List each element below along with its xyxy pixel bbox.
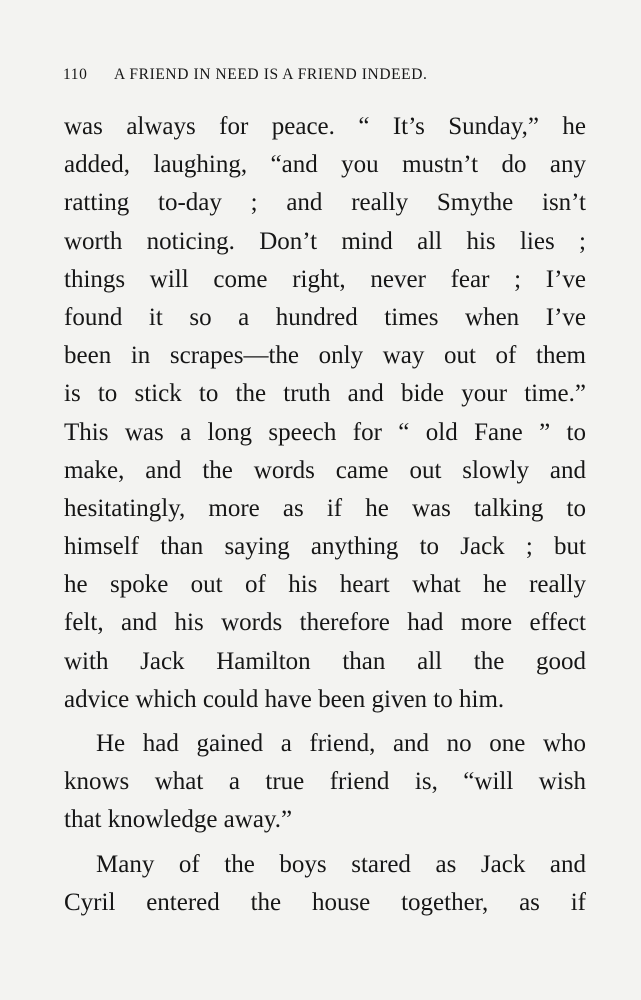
text-line: hesitatingly, more as if he was talking to (64, 494, 586, 522)
text-line: This was a long speech for “ old Fane ” to (64, 418, 586, 446)
text-line: Cyril entered the house together, as if (64, 888, 586, 916)
text-line: that knowledge away.” (64, 806, 293, 834)
text-line: make, and the words came out slowly and (64, 456, 586, 484)
text-line: found it so a hundred times when I’ve (64, 303, 586, 331)
running-title: A FRIEND IN NEED IS A FRIEND INDEED. (114, 66, 428, 83)
text-line: been in scrapes—the only way out of them (64, 342, 586, 370)
text-line: himself than saying anything to Jack ; but (64, 533, 586, 561)
running-header (63, 66, 587, 88)
text-line: he spoke out of his heart what he really (64, 571, 586, 599)
body-text (64, 108, 586, 922)
page-number: 110 (63, 66, 88, 83)
text-line: felt, and his words therefore had more effect (64, 609, 586, 637)
text-line: knows what a true friend is, “will wish (64, 768, 586, 796)
text-line: worth noticing. Don’t mind all his lies ; (64, 227, 586, 255)
text-line: added, laughing, “and you mustn’t do any (64, 151, 586, 179)
text-line: He had gained a friend, and no one who (96, 730, 586, 757)
text-line: is to stick to the truth and bide your time.” (64, 380, 586, 408)
text-line: ratting to-day ; and really Smythe isn’t (64, 189, 586, 217)
text-line: with Jack Hamilton than all the good (64, 647, 586, 675)
text-line: things will come right, never fear ; I’ve (64, 265, 586, 293)
text-line: advice which could have been given to him. (64, 685, 505, 713)
text-line: Many of the boys stared as Jack and (96, 850, 586, 878)
text-line: was always for peace. “ It’s Sunday,” he (64, 113, 586, 140)
